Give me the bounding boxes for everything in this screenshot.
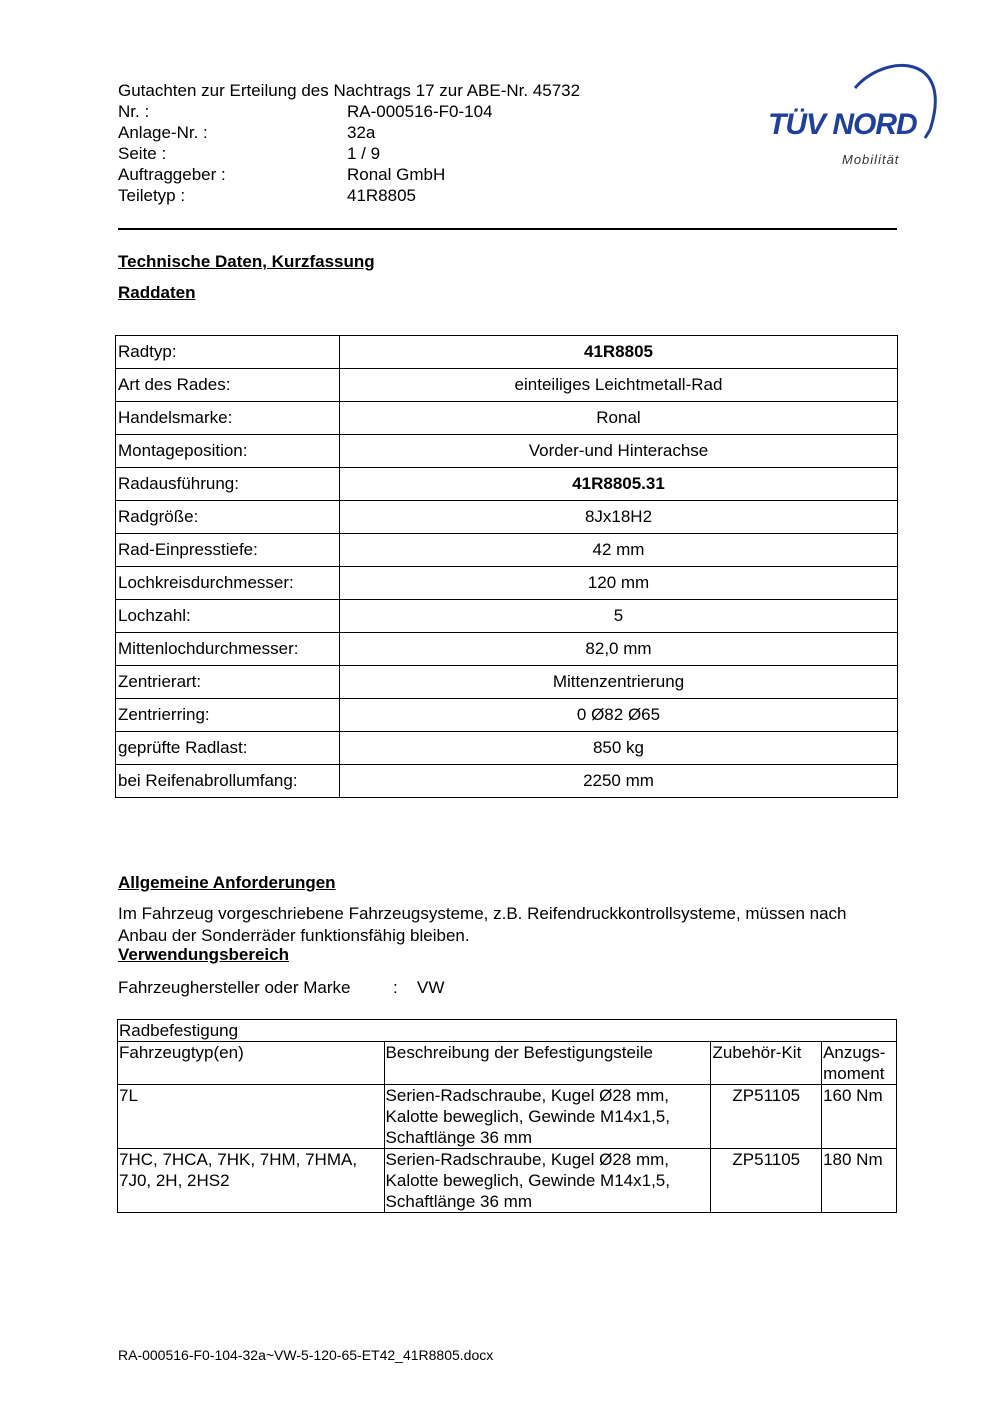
column-header: Anzugs-moment	[822, 1042, 897, 1085]
row-value: einteiliges Leichtmetall-Rad	[340, 369, 898, 402]
row-label: Rad-Einpresstiefe:	[116, 534, 340, 567]
row-value: 82,0 mm	[340, 633, 898, 666]
row-label: Radtyp:	[116, 336, 340, 369]
maker-value: VW	[417, 978, 445, 997]
header-label: Auftraggeber :	[118, 165, 226, 184]
description-cell: Serien-Radschraube, Kugel Ø28 mm, Kalotte beweglich, Gewinde M14x1,5, Schaftlänge 36 mm	[384, 1085, 711, 1149]
row-label: geprüfte Radlast:	[116, 732, 340, 765]
header-value: 41R8805	[347, 186, 417, 205]
row-value: 8Jx18H2	[340, 501, 898, 534]
row-label: Radgröße:	[116, 501, 340, 534]
table-row	[116, 534, 898, 567]
row-label: Mittenlochdurchmesser:	[116, 633, 340, 666]
header-divider	[118, 228, 897, 230]
header-label: Anlage-Nr. :	[118, 123, 208, 142]
row-value: 120 mm	[340, 567, 898, 600]
table-row	[116, 501, 898, 534]
header-label: Seite :	[118, 144, 167, 163]
requirements-text: Im Fahrzeug vorgeschriebene Fahrzeugsysteme, z.B. Reifendruckkontrollsysteme, müssen nach Anbau der Sonderräder funktionsfähig bleiben.	[118, 904, 847, 945]
header-label: Nr. :	[118, 102, 150, 121]
header-value: 1 / 9	[347, 144, 381, 163]
row-value: 41R8805.31	[340, 468, 898, 501]
header-value: Ronal GmbH	[347, 165, 446, 184]
table-row	[118, 1149, 897, 1213]
footer-filename: RA-000516-F0-104-32a~VW-5-120-65-ET42_41R8805.docx	[118, 1347, 494, 1363]
vehicle-types-cell: 7L	[118, 1085, 385, 1149]
table-row	[116, 600, 898, 633]
tuv-nord-logo	[760, 58, 940, 173]
row-label: Art des Rades:	[116, 369, 340, 402]
table-row	[116, 732, 898, 765]
torque-cell: 180 Nm	[822, 1149, 897, 1213]
table-row	[116, 435, 898, 468]
table-header-row	[118, 1042, 897, 1085]
table-row	[116, 666, 898, 699]
column-header: Fahrzeugtyp(en)	[118, 1042, 385, 1085]
row-label: Radausführung:	[116, 468, 340, 501]
torque-cell: 160 Nm	[822, 1085, 897, 1149]
row-label: Lochkreisdurchmesser:	[116, 567, 340, 600]
logo-subline: Mobilität	[842, 152, 900, 167]
row-label: Zentrierring:	[116, 699, 340, 732]
row-value: Vorder-und Hinterachse	[340, 435, 898, 468]
column-header: Zubehör-Kit	[711, 1042, 822, 1085]
row-value: 5	[340, 600, 898, 633]
maker-colon: :	[393, 978, 398, 997]
header-value: RA-000516-F0-104	[347, 102, 493, 121]
logo-wordmark: TÜV NORD	[768, 108, 917, 141]
table-title: Radbefestigung	[118, 1020, 897, 1042]
row-value: Ronal	[340, 402, 898, 435]
row-label: Handelsmarke:	[116, 402, 340, 435]
maker-label: Fahrzeughersteller oder Marke	[118, 978, 351, 997]
table-row	[116, 765, 898, 798]
row-value: 850 kg	[340, 732, 898, 765]
table-row	[116, 369, 898, 402]
row-label: Zentrierart:	[116, 666, 340, 699]
row-value: 0 Ø82 Ø65	[340, 699, 898, 732]
vehicle-types-cell: 7HC, 7HCA, 7HK, 7HM, 7HMA, 7J0, 2H, 2HS2	[118, 1149, 385, 1213]
raddaten-table	[115, 335, 898, 798]
radbefestigung-table	[117, 1019, 897, 1213]
description-cell: Serien-Radschraube, Kugel Ø28 mm, Kalotte beweglich, Gewinde M14x1,5, Schaftlänge 36 mm	[384, 1149, 711, 1213]
kit-cell: ZP51105	[711, 1085, 822, 1149]
document-title: Gutachten zur Erteilung des Nachtrags 17 zur ABE-Nr. 45732	[118, 81, 581, 100]
row-value: 2250 mm	[340, 765, 898, 798]
table-row	[116, 468, 898, 501]
table-row	[116, 402, 898, 435]
row-value: 41R8805	[340, 336, 898, 369]
row-value: Mittenzentrierung	[340, 666, 898, 699]
table-title-row	[118, 1020, 897, 1042]
header-value: 32a	[347, 123, 376, 142]
section-heading-requirements: Allgemeine Anforderungen	[118, 873, 336, 892]
row-value: 42 mm	[340, 534, 898, 567]
table-row	[116, 336, 898, 369]
section-heading-raddaten: Raddaten	[118, 283, 196, 302]
column-header: Beschreibung der Befestigungsteile	[384, 1042, 711, 1085]
row-label: bei Reifenabrollumfang:	[116, 765, 340, 798]
table-row	[118, 1085, 897, 1149]
row-label: Montageposition:	[116, 435, 340, 468]
kit-cell: ZP51105	[711, 1149, 822, 1213]
header-label: Teiletyp :	[118, 186, 186, 205]
table-row	[116, 699, 898, 732]
section-heading-usage: Verwendungsbereich	[118, 945, 289, 964]
table-row	[116, 567, 898, 600]
table-row	[116, 633, 898, 666]
section-heading-technical: Technische Daten, Kurzfassung	[118, 252, 375, 271]
row-label: Lochzahl:	[116, 600, 340, 633]
